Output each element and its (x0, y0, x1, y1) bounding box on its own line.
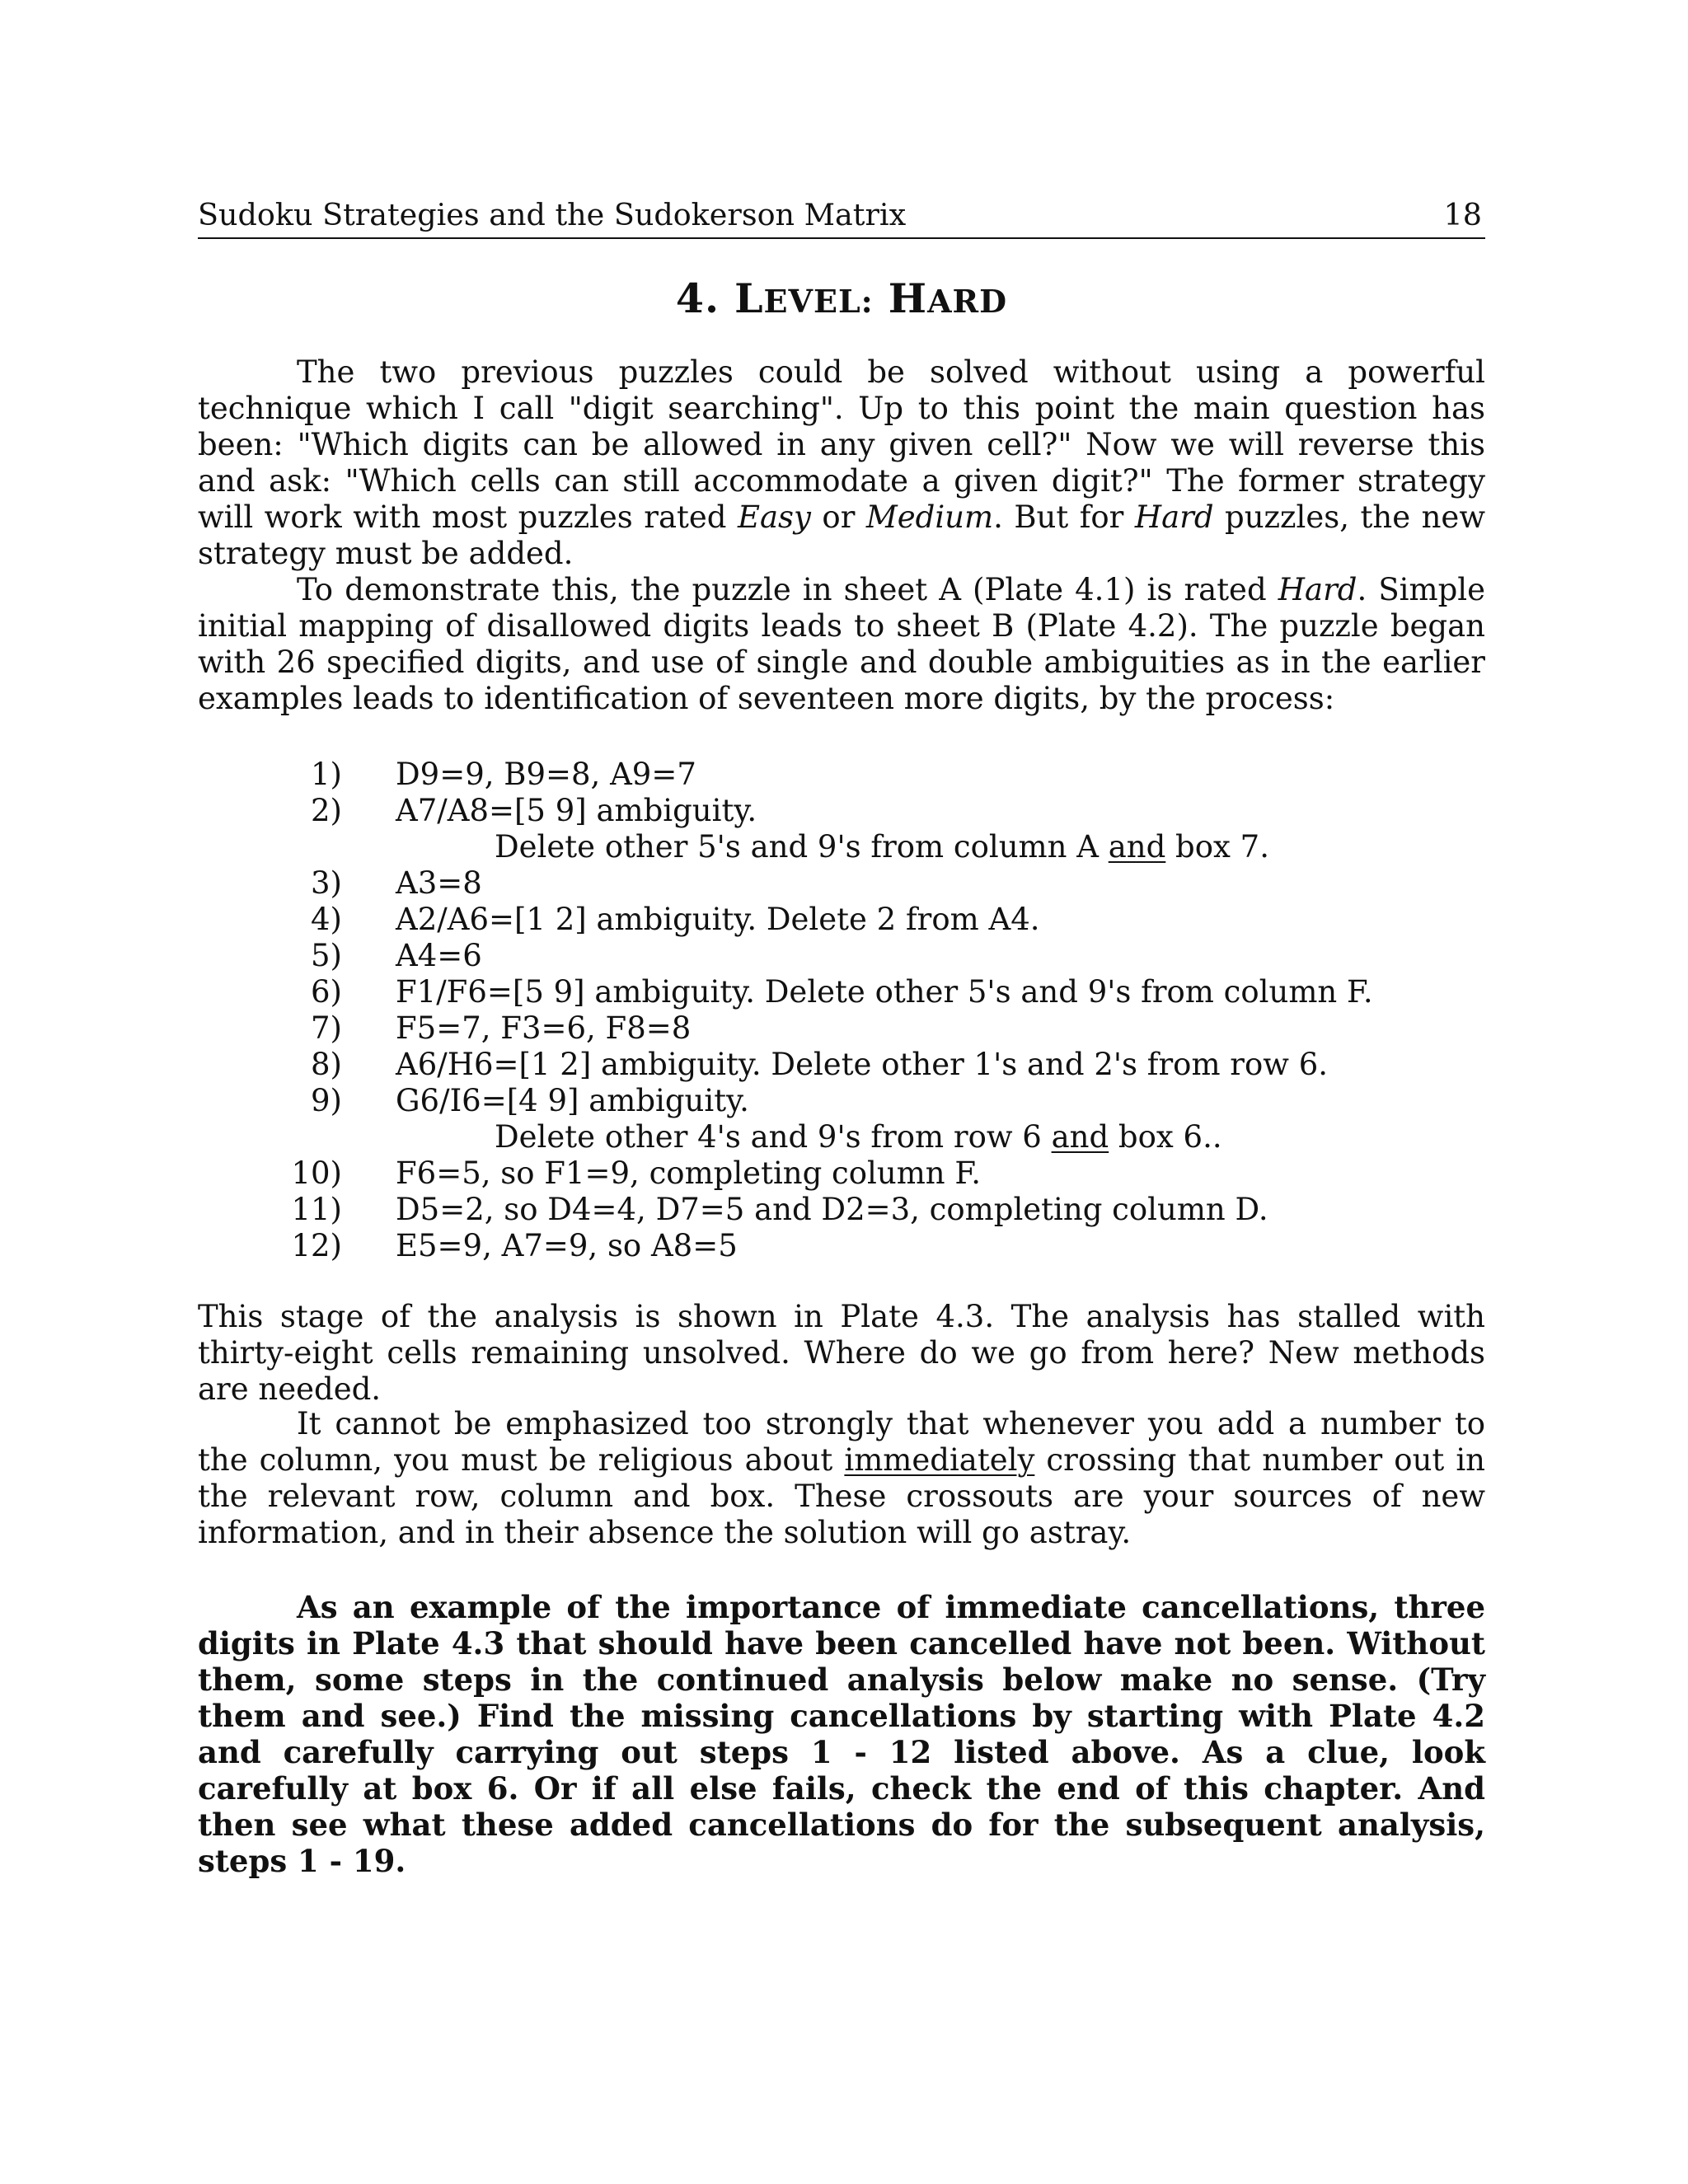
paragraph-example: As an example of the importance of immediate cancellations, three digits in Plate 4.3 that should have been cancelled have not been. Without them, some steps in the continued analysis below make no sense. (Try them and see.) Find the missing cancellations by starting with Plate 4.2 and carefully carrying out steps 1 - 12 listed above. As a clue, look carefully at box 6. Or if all else fails, check the end of this chapter. And then see what these added cancellations do for the subsequent analysis, steps 1 - 19. (198, 1589, 1485, 1879)
list-item: 12) E5=9, A7=9, so A8=5 (291, 1228, 738, 1263)
steps-list (198, 757, 1485, 1264)
list-item: 10) F6=5, so F1=9, completing column F. (291, 1155, 982, 1191)
page-number: 18 (1443, 197, 1482, 232)
chapter-title (198, 272, 1485, 328)
list-item: 7) F5=7, F3=6, F8=8 (311, 1010, 692, 1046)
list-item: 11) D5=2, so D4=4, D7=5 and D2=3, completing column D. (291, 1192, 1268, 1227)
paragraph-intro: The two previous puzzles could be solved without using a powerful technique which I call "digit searching". Up to this point the main question has been: "Which digits can be allowed in any given cell?" Now we will reverse this and ask: "Which cells can still accommodate a given digit?" The former strategy will work with most puzzles rated Easy or Medium. But for Hard puzzles, the new strategy must be added. (198, 354, 1485, 571)
chapter-word-level: LEVEL: (734, 274, 874, 322)
list-item: 4) A2/A6=[1 2] ambiguity. Delete 2 from A4. (311, 902, 1040, 937)
list-item-continuation: Delete other 4's and 9's from row 6 and box 6.. (495, 1119, 1222, 1155)
list-item: 2) A7/A8=[5 9] ambiguity. (311, 793, 757, 828)
chapter-number: 4. (675, 274, 720, 322)
running-header (198, 196, 1485, 239)
header-title: Sudoku Strategies and the Sudokerson Matrix (198, 197, 907, 232)
list-item: 3) A3=8 (311, 865, 482, 901)
paragraph-demonstration: To demonstrate this, the puzzle in sheet A (Plate 4.1) is rated Hard. Simple initial mapping of disallowed digits leads to sheet B (Plate 4.2). The puzzle began with 26 specified digits, and use of single and double ambiguities as in the earlier examples leads to identification of seventeen more digits, by the process: (198, 572, 1486, 716)
list-item: 5) A4=6 (311, 938, 482, 973)
list-item: 1) D9=9, B9=8, A9=7 (311, 757, 696, 792)
list-item-continuation: Delete other 5's and 9's from column A and box 7. (495, 829, 1269, 865)
chapter-word-hard: HARD (888, 274, 1008, 322)
list-item: 9) G6/I6=[4 9] ambiguity. (311, 1083, 749, 1118)
paragraph-stage: This stage of the analysis is shown in Plate 4.3. The analysis has stalled with thirty-eight cells remaining unsolved. Where do we go from here? New methods are needed. (198, 1299, 1485, 1407)
list-item: 6) F1/F6=[5 9] ambiguity. Delete other 5's and 9's from column F. (311, 974, 1373, 1010)
paragraph-emphasis: It cannot be emphasized too strongly that whenever you add a number to the column, you must be religious about immediately crossing that number out in the relevant row, column and box. These crossouts are your sources of new information, and in their absence the solution will go astray. (198, 1406, 1485, 1550)
list-item: 8) A6/H6=[1 2] ambiguity. Delete other 1's and 2's from row 6. (311, 1047, 1328, 1082)
